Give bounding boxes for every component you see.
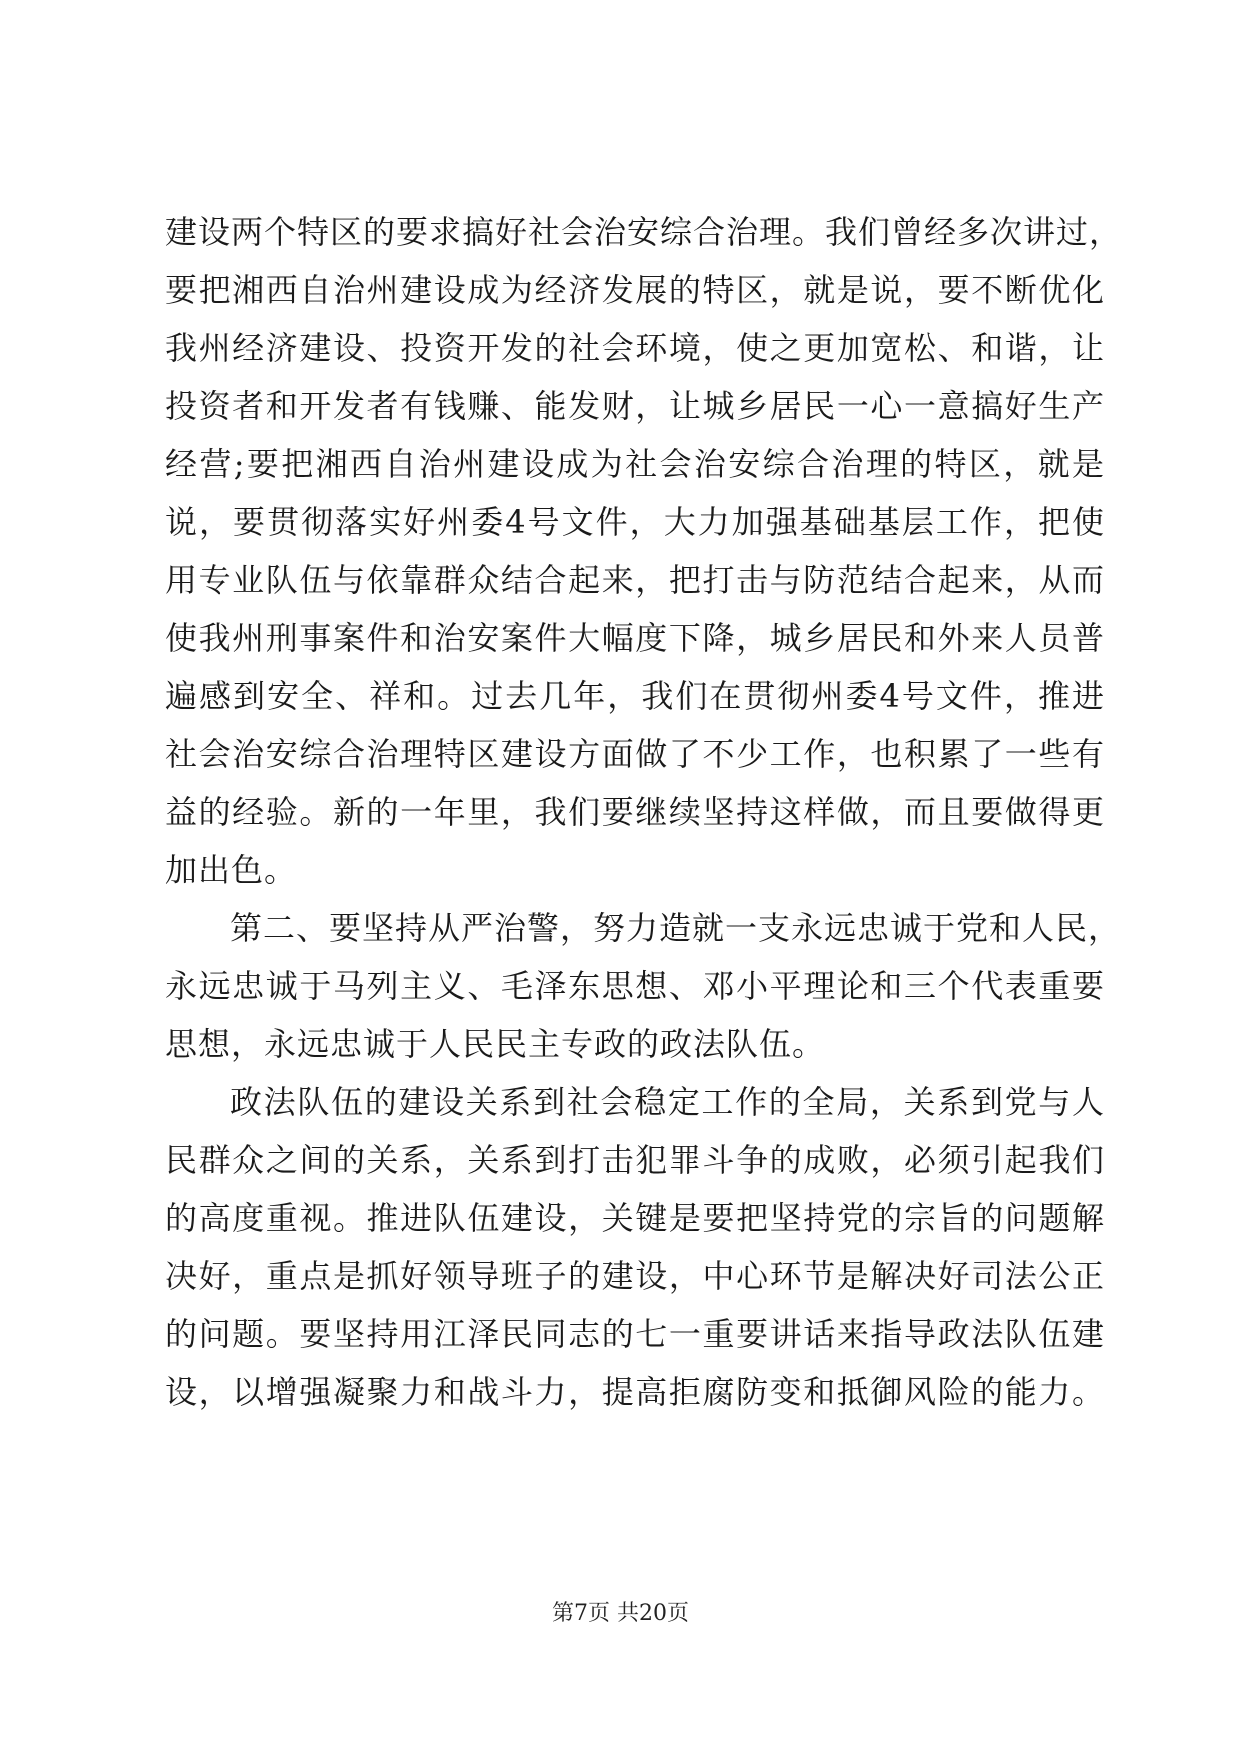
paragraph-line: 的高度重视。推进队伍建设，关键是要把坚持党的宗旨的问题解	[165, 1199, 1105, 1237]
paragraph-line: 第二、要坚持从严治警，努力造就一支永远忠诚于党和人民，	[230, 909, 1122, 947]
paragraph-line: 思想，永远忠诚于人民民主专政的政法队伍。	[165, 1025, 826, 1063]
paragraph-line: 说，要贯彻落实好州委4号文件，大力加强基础基层工作，把使	[165, 503, 1105, 541]
paragraph-line: 社会治安综合治理特区建设方面做了不少工作，也积累了一些有	[165, 735, 1105, 773]
page-number-footer: 第7页 共20页	[552, 1601, 689, 1626]
paragraph-line: 用专业队伍与依靠群众结合起来，把打击与防范结合起来，从而	[165, 561, 1105, 599]
paragraph-line: 建设两个特区的要求搞好社会治安综合治理。我们曾经多次讲过，	[165, 213, 1123, 251]
paragraph-line: 加出色。	[165, 851, 298, 889]
paragraph-line: 遍感到安全、祥和。过去几年，我们在贯彻州委4号文件，推进	[165, 677, 1105, 715]
paragraph-line: 的问题。要坚持用江泽民同志的七一重要讲话来指导政法队伍建	[165, 1315, 1105, 1353]
paragraph-line: 投资者和开发者有钱赚、能发财，让城乡居民一心一意搞好生产	[165, 387, 1105, 425]
paragraph-line: 永远忠诚于马列主义、毛泽东思想、邓小平理论和三个代表重要	[165, 967, 1105, 1005]
paragraph-line: 要把湘西自治州建设成为经济发展的特区，就是说，要不断优化	[165, 271, 1105, 309]
paragraph-line: 政法队伍的建设关系到社会稳定工作的全局，关系到党与人	[230, 1083, 1105, 1121]
paragraph-line: 经营;要把湘西自治州建设成为社会治安综合治理的特区，就是	[165, 445, 1105, 483]
paragraph-line: 决好，重点是抓好领导班子的建设，中心环节是解决好司法公正	[165, 1257, 1105, 1295]
paragraph-line: 设，以增强凝聚力和战斗力，提高拒腐防变和抵御风险的能力。	[165, 1373, 1105, 1411]
paragraph-line: 益的经验。新的一年里，我们要继续坚持这样做，而且要做得更	[165, 793, 1105, 831]
paragraph-line: 我州经济建设、投资开发的社会环境，使之更加宽松、和谐，让	[165, 329, 1105, 367]
paragraph-line: 使我州刑事案件和治安案件大幅度下降，城乡居民和外来人员普	[165, 619, 1105, 657]
paragraph-line: 民群众之间的关系，关系到打击犯罪斗争的成败，必须引起我们	[165, 1141, 1105, 1179]
